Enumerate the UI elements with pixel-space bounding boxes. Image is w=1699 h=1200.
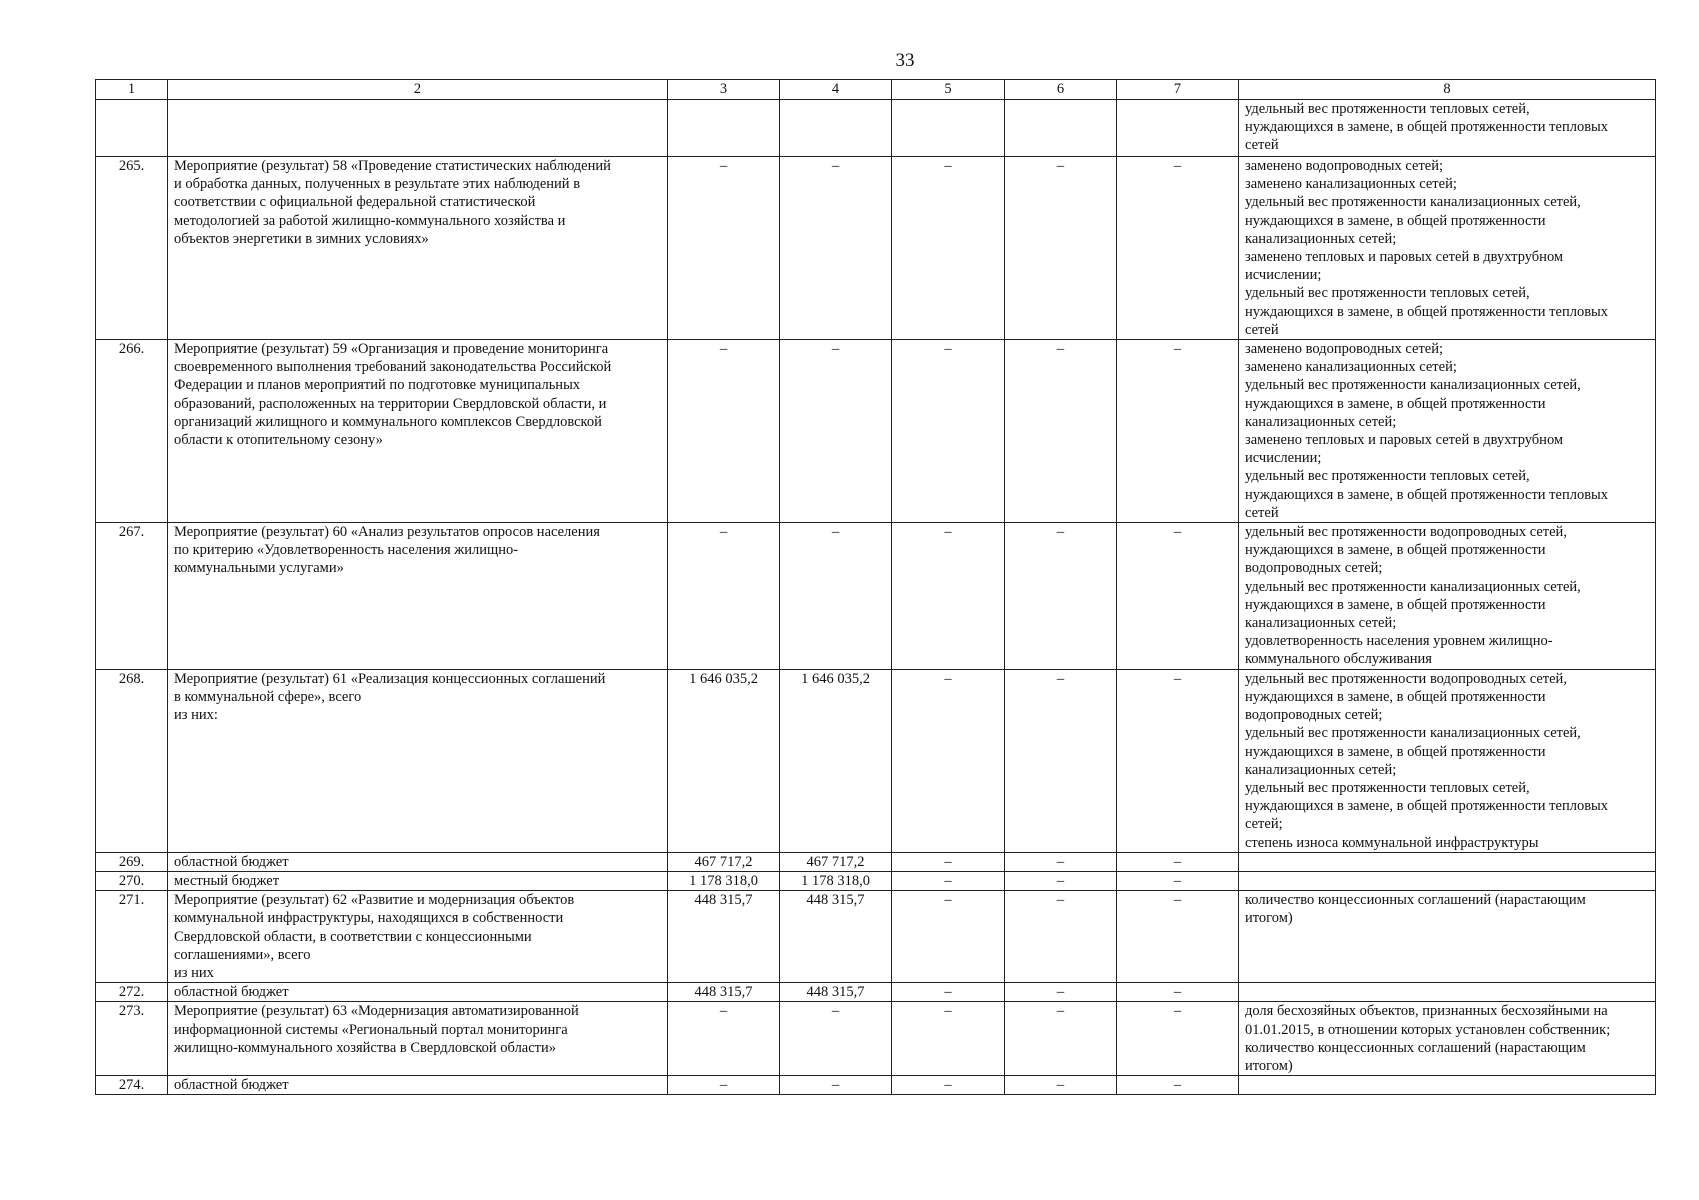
column-header-5: 5 bbox=[892, 80, 1005, 100]
indicator-line: нуждающихся в замене, в общей протяженности bbox=[1245, 212, 1546, 229]
description-line: Свердловской области, в соответствии с концессионными bbox=[174, 928, 532, 945]
indicator-line: канализационных сетей; bbox=[1245, 615, 1397, 632]
measure-description bbox=[168, 157, 668, 340]
value-cell-c6: – bbox=[1005, 871, 1117, 890]
description-line: коммунальными услугами» bbox=[174, 560, 344, 577]
indicator-line: доля бесхозяйных объектов, признанных бесхозяйными на bbox=[1245, 1003, 1608, 1020]
table-row bbox=[96, 852, 1656, 871]
description-line: областной бюджет bbox=[174, 984, 289, 1001]
table-row bbox=[96, 523, 1656, 670]
value-cell-c4: – bbox=[780, 340, 892, 523]
column-header-3: 3 bbox=[668, 80, 780, 100]
indicator-line: сетей bbox=[1245, 504, 1279, 521]
indicator-list bbox=[1239, 852, 1656, 871]
indicator-line: удовлетворенность населения уровнем жилищно- bbox=[1245, 633, 1553, 650]
indicator-line: сетей bbox=[1245, 321, 1279, 338]
value-cell-c4: – bbox=[780, 1002, 892, 1076]
indicator-line: итогом) bbox=[1245, 910, 1293, 927]
indicator-line: водопроводных сетей; bbox=[1245, 707, 1383, 724]
row-number: 274. bbox=[96, 1076, 168, 1095]
indicator-line: удельный вес протяженности канализационных сетей, bbox=[1245, 194, 1581, 211]
value-cell-c3: – bbox=[668, 1076, 780, 1095]
value-cell-c6: – bbox=[1005, 852, 1117, 871]
indicator-line: нуждающихся в замене, в общей протяженности тепловых bbox=[1245, 119, 1609, 136]
description-line: Мероприятие (результат) 58 «Проведение статистических наблюдений bbox=[174, 158, 611, 174]
description-line: областной бюджет bbox=[174, 1077, 289, 1094]
indicator-list bbox=[1239, 340, 1656, 523]
description-line: Мероприятие (результат) 59 «Организация и проведение мониторинга bbox=[174, 341, 609, 358]
indicator-list bbox=[1239, 523, 1656, 670]
indicator-line: нуждающихся в замене, в общей протяженности bbox=[1245, 743, 1546, 760]
value-cell-c3: 448 315,7 bbox=[668, 983, 780, 1002]
value-cell-c4: 1 178 318,0 bbox=[780, 871, 892, 890]
description-line: жилищно-коммунального хозяйства в Свердловской области» bbox=[174, 1039, 557, 1056]
column-header-4: 4 bbox=[780, 80, 892, 100]
value-cell-c5: – bbox=[892, 1076, 1005, 1095]
indicator-line: удельный вес протяженности тепловых сетей, bbox=[1245, 285, 1530, 302]
value-cell-c7 bbox=[1117, 100, 1239, 157]
description-line: образований, расположенных на территории Свердловской области, и bbox=[174, 395, 607, 412]
value-cell-c4: 467 717,2 bbox=[780, 852, 892, 871]
indicator-line: удельный вес протяженности тепловых сетей, bbox=[1245, 468, 1530, 485]
indicator-line: количество концессионных соглашений (нарастающим bbox=[1245, 1039, 1586, 1056]
measure-description bbox=[168, 340, 668, 523]
row-number: 271. bbox=[96, 891, 168, 983]
value-cell-c7: – bbox=[1117, 852, 1239, 871]
measure-description bbox=[168, 891, 668, 983]
value-cell-c5: – bbox=[892, 983, 1005, 1002]
value-cell-c6: – bbox=[1005, 983, 1117, 1002]
indicator-line: удельный вес протяженности водопроводных сетей, bbox=[1245, 670, 1567, 687]
value-cell-c7: – bbox=[1117, 1076, 1239, 1095]
indicator-list bbox=[1239, 669, 1656, 852]
row-number: 273. bbox=[96, 1002, 168, 1076]
description-line: в коммунальной сфере», всего bbox=[174, 688, 362, 705]
value-cell-c7: – bbox=[1117, 871, 1239, 890]
indicator-list bbox=[1239, 983, 1656, 1002]
indicator-list bbox=[1239, 891, 1656, 983]
table-row bbox=[96, 100, 1656, 157]
indicator-line: заменено канализационных сетей; bbox=[1245, 359, 1457, 376]
indicator-line: водопроводных сетей; bbox=[1245, 560, 1383, 577]
value-cell-c4 bbox=[780, 100, 892, 157]
value-cell-c6: – bbox=[1005, 523, 1117, 670]
description-line: организаций жилищного и коммунального комплексов Свердловской bbox=[174, 413, 602, 430]
indicator-line: удельный вес протяженности тепловых сетей, bbox=[1245, 101, 1530, 117]
measure-description bbox=[168, 983, 668, 1002]
indicator-line: удельный вес протяженности канализационных сетей, bbox=[1245, 725, 1581, 742]
value-cell-c4: 1 646 035,2 bbox=[780, 669, 892, 852]
value-cell-c7: – bbox=[1117, 1002, 1239, 1076]
indicator-line: нуждающихся в замене, в общей протяженности bbox=[1245, 395, 1546, 412]
indicator-list bbox=[1239, 871, 1656, 890]
measure-description bbox=[168, 1002, 668, 1076]
value-cell-c6: – bbox=[1005, 891, 1117, 983]
measures-table bbox=[95, 79, 1656, 1095]
description-line: Мероприятие (результат) 61 «Реализация концессионных соглашений bbox=[174, 670, 606, 687]
column-header-1: 1 bbox=[96, 80, 168, 100]
table-row bbox=[96, 891, 1656, 983]
value-cell-c6: – bbox=[1005, 1076, 1117, 1095]
table-row bbox=[96, 983, 1656, 1002]
description-line: коммунальной инфраструктуры, находящихся в собственности bbox=[174, 910, 564, 927]
indicator-line: итогом) bbox=[1245, 1057, 1293, 1074]
indicator-line: количество концессионных соглашений (нарастающим bbox=[1245, 892, 1586, 909]
indicator-line: заменено тепловых и паровых сетей в двухтрубном bbox=[1245, 432, 1564, 449]
value-cell-c4: – bbox=[780, 523, 892, 670]
column-header-2: 2 bbox=[168, 80, 668, 100]
value-cell-c4: – bbox=[780, 157, 892, 340]
table-row bbox=[96, 340, 1656, 523]
measure-description bbox=[168, 871, 668, 890]
indicator-line: нуждающихся в замене, в общей протяженности тепловых bbox=[1245, 798, 1609, 815]
value-cell-c5: – bbox=[892, 669, 1005, 852]
indicator-line: удельный вес протяженности канализационных сетей, bbox=[1245, 377, 1581, 394]
column-number-header bbox=[96, 80, 1656, 100]
description-line: объектов энергетики в зимних условиях» bbox=[174, 230, 429, 247]
description-line: Мероприятие (результат) 63 «Модернизация автоматизированной bbox=[174, 1003, 579, 1020]
row-number: 270. bbox=[96, 871, 168, 890]
indicator-line: удельный вес протяженности канализационных сетей, bbox=[1245, 578, 1581, 595]
row-number: 266. bbox=[96, 340, 168, 523]
indicator-line: нуждающихся в замене, в общей протяженности bbox=[1245, 596, 1546, 613]
indicator-line: нуждающихся в замене, в общей протяженности тепловых bbox=[1245, 486, 1609, 503]
value-cell-c6: – bbox=[1005, 157, 1117, 340]
row-number bbox=[96, 100, 168, 157]
column-header-6: 6 bbox=[1005, 80, 1117, 100]
value-cell-c7: – bbox=[1117, 891, 1239, 983]
indicator-line: исчислении; bbox=[1245, 267, 1322, 284]
table-row bbox=[96, 157, 1656, 340]
indicator-line: нуждающихся в замене, в общей протяженности bbox=[1245, 542, 1546, 559]
value-cell-c4: 448 315,7 bbox=[780, 983, 892, 1002]
row-number: 268. bbox=[96, 669, 168, 852]
description-line: Мероприятие (результат) 60 «Анализ результатов опросов населения bbox=[174, 524, 600, 541]
indicator-line: заменено водопроводных сетей; bbox=[1245, 158, 1444, 174]
description-line: по критерию «Удовлетворенность населения жилищно- bbox=[174, 542, 519, 559]
value-cell-c5: – bbox=[892, 523, 1005, 670]
description-line: соответствии с официальной федеральной статистической bbox=[174, 194, 536, 211]
value-cell-c3: – bbox=[668, 523, 780, 670]
indicator-line: удельный вес протяженности тепловых сетей, bbox=[1245, 779, 1530, 796]
description-line: местный бюджет bbox=[174, 872, 280, 889]
description-line: Мероприятие (результат) 62 «Развитие и модернизация объектов bbox=[174, 892, 575, 909]
value-cell-c3: – bbox=[668, 1002, 780, 1076]
indicator-list bbox=[1239, 157, 1656, 340]
value-cell-c5 bbox=[892, 100, 1005, 157]
value-cell-c4: – bbox=[780, 1076, 892, 1095]
row-number: 265. bbox=[96, 157, 168, 340]
value-cell-c3 bbox=[668, 100, 780, 157]
value-cell-c3: 467 717,2 bbox=[668, 852, 780, 871]
description-line: области к отопительному сезону» bbox=[174, 432, 383, 449]
value-cell-c3: 1 178 318,0 bbox=[668, 871, 780, 890]
column-header-8: 8 bbox=[1239, 80, 1656, 100]
indicator-line: коммунального обслуживания bbox=[1245, 651, 1432, 668]
description-line: областной бюджет bbox=[174, 853, 289, 870]
value-cell-c7: – bbox=[1117, 669, 1239, 852]
value-cell-c7: – bbox=[1117, 157, 1239, 340]
indicator-line: нуждающихся в замене, в общей протяженности тепловых bbox=[1245, 303, 1609, 320]
indicator-line: удельный вес протяженности водопроводных сетей, bbox=[1245, 524, 1567, 541]
value-cell-c7: – bbox=[1117, 523, 1239, 670]
value-cell-c3: 448 315,7 bbox=[668, 891, 780, 983]
measure-description bbox=[168, 669, 668, 852]
table-body bbox=[96, 100, 1656, 1095]
indicator-line: сетей; bbox=[1245, 816, 1283, 833]
indicator-line: заменено канализационных сетей; bbox=[1245, 176, 1457, 193]
description-line: информационной системы «Региональный портал мониторинга bbox=[174, 1021, 568, 1038]
table-row bbox=[96, 871, 1656, 890]
indicator-line: степень износа коммунальной инфраструктуры bbox=[1245, 834, 1539, 851]
row-number: 272. bbox=[96, 983, 168, 1002]
row-number: 267. bbox=[96, 523, 168, 670]
row-number: 269. bbox=[96, 852, 168, 871]
page-number: 33 bbox=[895, 50, 915, 71]
measure-description bbox=[168, 100, 668, 157]
indicator-line: сетей bbox=[1245, 137, 1279, 154]
value-cell-c3: – bbox=[668, 340, 780, 523]
description-line: и обработка данных, полученных в результате этих наблюдений в bbox=[174, 176, 581, 193]
value-cell-c5: – bbox=[892, 891, 1005, 983]
indicator-list bbox=[1239, 100, 1656, 157]
indicator-line: канализационных сетей; bbox=[1245, 413, 1397, 430]
value-cell-c3: – bbox=[668, 157, 780, 340]
description-line: Федерации и планов мероприятий по подготовке муниципальных bbox=[174, 377, 581, 394]
value-cell-c5: – bbox=[892, 157, 1005, 340]
indicator-line: исчислении; bbox=[1245, 450, 1322, 467]
table-row bbox=[96, 1002, 1656, 1076]
value-cell-c6: – bbox=[1005, 669, 1117, 852]
indicator-line: канализационных сетей; bbox=[1245, 230, 1397, 247]
value-cell-c5: – bbox=[892, 871, 1005, 890]
description-line: из них bbox=[174, 964, 214, 981]
table-row bbox=[96, 669, 1656, 852]
value-cell-c4: 448 315,7 bbox=[780, 891, 892, 983]
table-row bbox=[96, 1076, 1656, 1095]
description-line: методологией за работой жилищно-коммунального хозяйства и bbox=[174, 212, 566, 229]
value-cell-c6 bbox=[1005, 100, 1117, 157]
value-cell-c5: – bbox=[892, 340, 1005, 523]
description-line: своевременного выполнения требований законодательства Российской bbox=[174, 359, 612, 376]
measure-description bbox=[168, 852, 668, 871]
value-cell-c7: – bbox=[1117, 983, 1239, 1002]
value-cell-c5: – bbox=[892, 1002, 1005, 1076]
description-line: соглашениями», всего bbox=[174, 946, 311, 963]
value-cell-c7: – bbox=[1117, 340, 1239, 523]
value-cell-c6: – bbox=[1005, 1002, 1117, 1076]
value-cell-c6: – bbox=[1005, 340, 1117, 523]
value-cell-c5: – bbox=[892, 852, 1005, 871]
indicator-line: заменено водопроводных сетей; bbox=[1245, 341, 1444, 358]
measure-description bbox=[168, 523, 668, 670]
indicator-line: заменено тепловых и паровых сетей в двухтрубном bbox=[1245, 249, 1564, 266]
measure-description bbox=[168, 1076, 668, 1095]
value-cell-c3: 1 646 035,2 bbox=[668, 669, 780, 852]
indicator-line: 01.01.2015, в отношении которых установлен собственник; bbox=[1245, 1021, 1611, 1038]
column-header-7: 7 bbox=[1117, 80, 1239, 100]
indicator-line: нуждающихся в замене, в общей протяженности bbox=[1245, 688, 1546, 705]
indicator-list bbox=[1239, 1002, 1656, 1076]
indicator-list bbox=[1239, 1076, 1656, 1095]
description-line: из них: bbox=[174, 707, 218, 724]
indicator-line: канализационных сетей; bbox=[1245, 761, 1397, 778]
